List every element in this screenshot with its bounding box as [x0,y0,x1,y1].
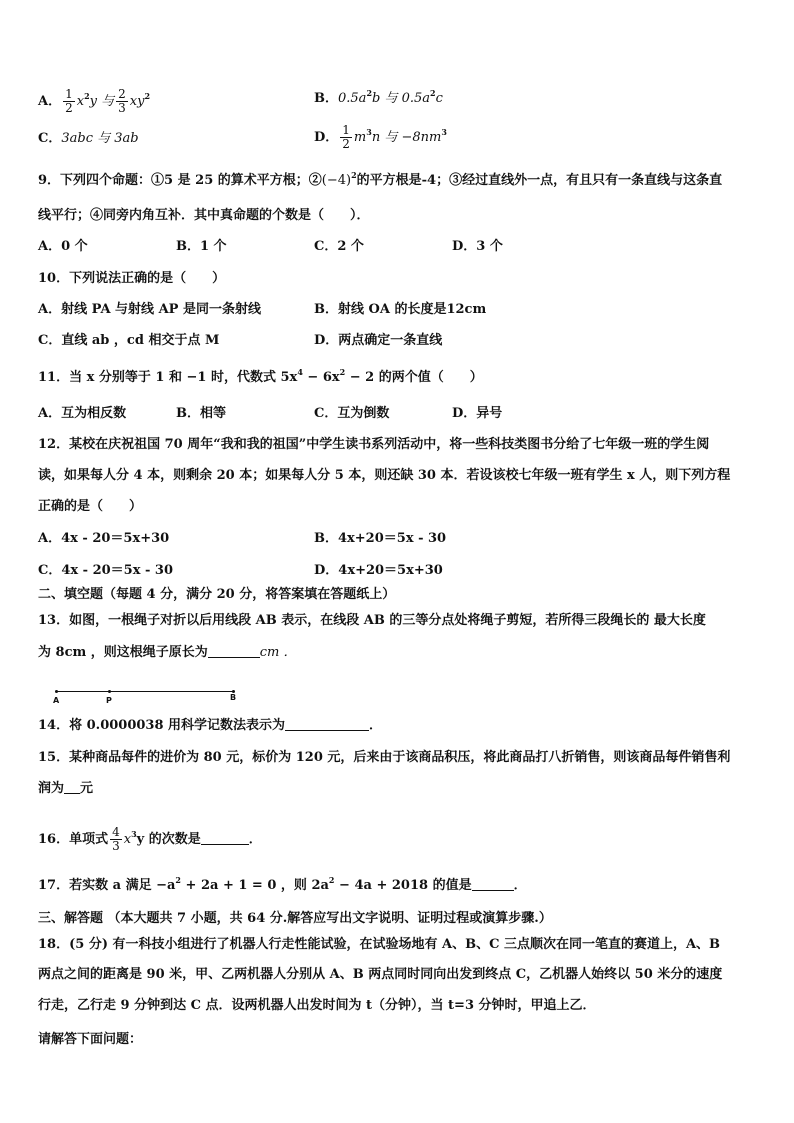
q9-text-a: 9．下列四个命题：①5 是 25 的算术平方根；② [38,173,322,188]
q18-line3: 行走，乙行走 9 分钟到达 C 点．设两机器人出发时间为 t（分钟），当 t=3 分钟时，甲追上乙． [38,998,596,1013]
q11-option-c: C．互为倒数 [314,406,390,421]
q8-d-term1: m [353,130,367,145]
q10-option-b: B．射线 OA 的长度是12cm [314,302,487,317]
q12-line2: 读，如果每人分 4 本，则剩余 20 本；如果每人分 5 本，则还缺 30 本．若设该校七年级一班有学生 x 人，则下列方程 [38,468,731,483]
q18-line4: 请解答下面问题： [38,1032,143,1047]
q13-text-b: cm ． [259,645,297,660]
q9-option-b: B．1 个 [176,239,227,254]
q9-line2: 线平行；④同旁内角互补．其中真命题的个数是（ ）． [38,208,370,223]
q16: 16．单项式 $\frac{4}{3}$ $x^3y$ 的次数是 ． [38,825,262,853]
q17-text-b: + 2a + 1 = 0 ，则 2a [181,878,329,893]
q15-text-a: 润为 [38,781,65,796]
q11-option-a: A．互为相反数 [38,406,127,421]
fraction-four-thirds [110,826,122,853]
q8-d-term2: n 与 −8nm [371,130,442,145]
q16-text-d: ． [248,832,262,847]
q14-text-b: ． [369,718,383,733]
q8-b-term1: 0.5a [338,91,367,106]
q17: 17．若实数 a 满足 $-a^2 + 2a + 1 = 0$ ，则 $2a^2 - 4a + 2018$ 的值是 ． [38,875,527,893]
q12-option-a: A．4x - 20＝5x+30 [38,531,170,546]
q15-text-b: 元 [80,781,94,796]
q8-b-term2: b 与 0.5a [372,91,431,106]
q9-line1: 9．下列四个命题：①5 是 25 的算术平方根；$②(-4)^2$的平方根是-4；③经过直线外一点，有且只有一条直线与这条直 [38,170,723,188]
q11-text-b: − 6x [302,370,340,385]
q14-text-a: 14．将 0.0000038 用科学记数法表示为 [38,718,286,733]
q13-answer-blank [208,644,260,658]
q8-d-label: D． [314,130,339,145]
q11-text-a: 11．当 x 分别等于 1 和 −1 时，代数式 5x [38,370,298,385]
q11-option-b: B．相等 [176,406,226,421]
q8-a-term2: y 与 [89,94,115,109]
point-p [108,690,111,693]
q11-text-c: − 2 的两个值（ ） [345,370,483,385]
q16-text-c: y 的次数是 [136,832,201,847]
label-a: A [53,696,60,705]
q17-text-c: − 4a + 2018 的值是 [334,878,472,893]
q10-option-c: C．直线 ab ，cd 相交于点 M [38,333,220,348]
label-p: P [106,696,112,705]
q8-c-label: C． [38,131,62,146]
q9-option-d: D．3 个 [452,239,503,254]
q11-option-d: D．异号 [452,406,503,421]
q15-line1: 15．某种商品每件的进价为 80 元，标价为 120 元，后来由于该商品积压，将此商品打八折销售，则该商品每件销售利 [38,750,731,765]
q10-stem: 10．下列说法正确的是（ ） [38,271,226,286]
q9-option-a: A．0 个 [38,239,88,254]
q14-answer-blank [285,717,369,731]
q13-text-a: 为 8cm ，则这根绳子原长为 [38,645,208,660]
fraction-half: $\frac{1}{2}$ [65,87,73,115]
q8-option-b: B．$0.5a^2b$ 与 $0.5a^2c$ [314,88,443,106]
q17-text-a: 17．若实数 a 满足 −a [38,878,176,893]
q12-line1: 12．某校在庆祝祖国 70 周年“我和我的祖国”中学生读书系列活动中，将一些科技类图书分给了七年级一班的学生阅 [38,437,710,452]
q16-answer-blank [201,831,249,845]
q8-c-text: 3abc 与 3ab [61,131,139,146]
q16-frac-den: 3 [112,839,120,853]
q10-option-d: D．两点确定一条直线 [314,333,443,348]
segment-ab [56,691,234,692]
q16-text-b: x [123,832,132,847]
q12-line3: 正确的是（ ） [38,499,143,514]
q13-line1: 13．如图，一根绳子对折以后用线段 AB 表示，在线段 AB 的三等分点处将绳子剪短，若所得三段绳长的 最大长度 [38,613,706,628]
fraction-half-d: $\frac{1}{2}$ [342,123,350,151]
q18-line2: 两点之间的距离是 90 米，甲、乙两机器人分别从 A、B 两点同时同向出发到终点 C，乙机器人始终以 50 米分的速度 [38,967,723,982]
q15-answer-blank [64,780,80,794]
q18-line1: 18．(5 分) 有一科技小组进行了机器人行走性能试验，在试验场地有 A、B、C 三点顺次在同一笔直的赛道上，A、B [38,937,721,952]
q13-line2 [38,644,297,662]
section-2-heading: 二、填空题（每题 4 分，满分 20 分，将答案填在答题纸上） [38,587,396,602]
label-b: B [230,693,237,702]
q9-text-c: 的平方根是-4；③经过直线外一点，有且只有一条直线与这条直 [356,173,723,188]
q8-b-term3: c [435,91,443,106]
q8-a-term1: x [76,94,85,109]
q9-expression: (−4) [321,173,352,188]
q17-text-d: ． [513,878,527,893]
q9-option-c: C．2 个 [314,239,364,254]
q8-a-term3: xy [129,94,145,109]
q10-option-a: A．射线 PA 与射线 AP 是同一条射线 [38,302,261,317]
q12-option-c: C．4x - 20＝5x - 30 [38,563,174,578]
q11-stem: 11．当 x 分别等于 1 和 −1 时，代数式 $5x^4 - 6x^2 - 2$ 的两个值（ ） [38,367,483,385]
fraction-two-thirds: $\frac{2}{3}$ [118,87,126,115]
q8-b-label: B． [314,91,338,106]
q12-option-b: B．4x+20＝5x - 30 [314,531,447,546]
q8-a-label: A． [38,94,62,109]
q8-option-a: A． $\frac{1}{2}$ $x^2y$ 与 $\frac{2}{3}$ $xy^2$ [38,87,151,115]
q12-option-d: D．4x+20＝5x+30 [314,563,443,578]
q16-text-a: 16．单项式 [38,832,109,847]
q8-option-d: D． $\frac{1}{2}$ $m^3n$ 与 $-8nm^3$ [314,123,447,151]
q15-line2 [38,780,93,798]
q8-option-c [38,130,139,148]
q14 [38,717,382,735]
point-a [55,690,58,693]
q17-answer-blank [472,877,514,891]
section-3-heading: 三、解答题 （本大题共 7 小题，共 64 分.解答应写出文字说明、证明过程或演算步骤.） [38,911,552,926]
q16-frac-num: 4 [112,825,120,839]
